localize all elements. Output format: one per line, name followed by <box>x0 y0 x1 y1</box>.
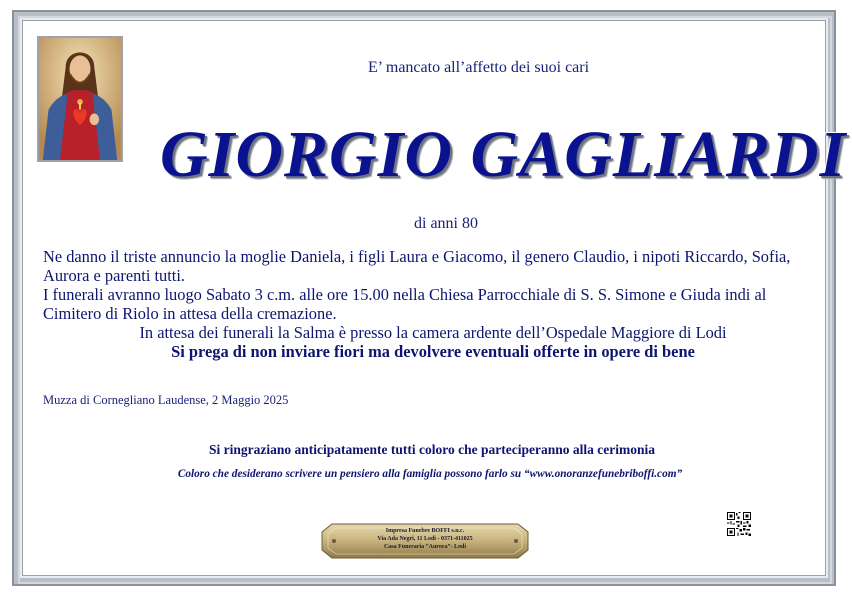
sacred-heart-image <box>37 36 123 162</box>
agency-address: Via Ada Negri, 11 Lodi - 0371-411025 <box>377 536 473 542</box>
agency-plaque <box>320 520 530 562</box>
announcement-body <box>43 247 823 361</box>
agency-name: Impresa Funebre BOFFI s.n.c. <box>385 528 465 534</box>
agency-house: Casa Funeraria “Aurora”- Lodi <box>383 544 467 550</box>
funeral-paragraph: I funerali avranno luogo Sabato 3 c.m. alle ore 15.00 nella Chiesa Parrocchiale di S. S. Simone e Giuda indi al Cimitero di Riolo in attesa della cremazione. <box>43 285 767 323</box>
flowers-paragraph: Si prega di non inviare fiori ma devolvere eventuali offerte in opere di bene <box>171 342 695 361</box>
qr-code-icon[interactable] <box>727 512 751 536</box>
age-text: di anni 80 <box>414 215 478 232</box>
intro-text: E’ mancato all’affetto dei suoi cari <box>367 59 590 76</box>
deceased-name: GIORGIO GAGLIARDI <box>160 118 847 191</box>
family-paragraph: Ne danno il triste annuncio la moglie Daniela, i figli Laura e Giacomo, il genero Claudio, i nipoti Riccardo, Sofia, Aurora e parenti tutti. <box>43 247 791 285</box>
place-date: Muzza di Cornegliano Laudense, 2 Maggio 2025 <box>43 393 289 407</box>
thanks-text: Si ringraziano anticipatamente tutti coloro che parteciperanno alla cerimonia <box>209 442 655 457</box>
salma-paragraph: In attesa dei funerali la Salma è presso la camera ardente dell’Ospedale Maggiore di Lodi <box>139 323 727 342</box>
write-message-text: Coloro che desiderano scrivere un pensiero alla famiglia possono farlo su “www.onoranzefunebriboffi.com” <box>177 468 683 480</box>
